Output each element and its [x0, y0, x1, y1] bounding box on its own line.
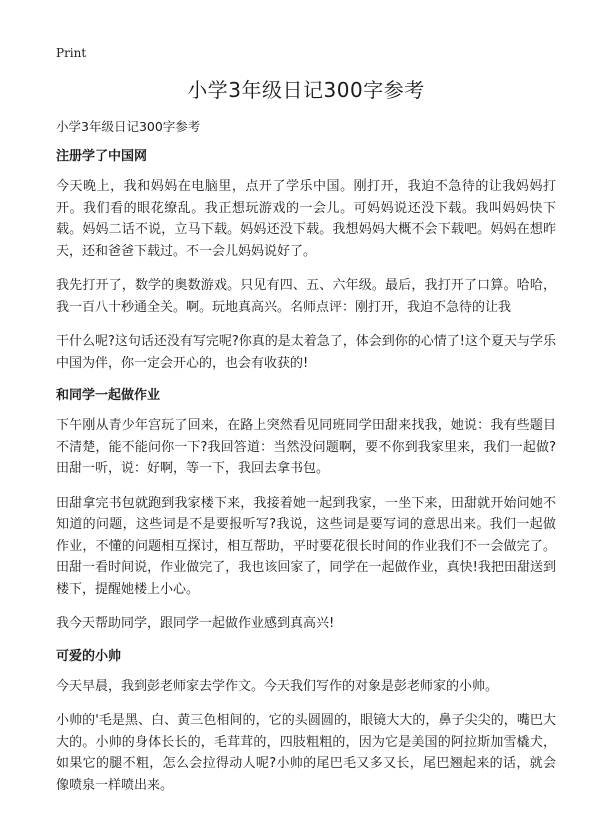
section-heading: 和同学一起做作业: [56, 388, 161, 403]
document-subtitle: 小学3年级日记300字参考: [56, 119, 201, 134]
paragraph: 今天晚上，我和妈妈在电脑里，点开了学乐中国。刚打开，我迫不急待的让我妈妈打开。我们看的眼花缭乱。我正想玩游戏的一会儿。可妈妈说还没下载。我叫妈妈快下载。妈妈二话不说，立马下载。妈妈还没下载。我想妈妈大概不会下载吧。妈妈在想昨天，还和爸爸下载过。不一会儿妈妈说好了。: [56, 179, 556, 259]
page-title: 小学3年级日记300字参考: [187, 78, 425, 102]
section-heading: 注册学了中国网: [56, 149, 148, 164]
document-body: [56, 76, 556, 809]
paragraph: 我先打开了，数学的奥数游戏。只见有四、五、六年级。最后，我打开了口算。哈哈，我一百八十秒通全关。啊。玩地真高兴。名师点评：刚打开，我迫不急待的让我: [56, 278, 556, 315]
section-register: [56, 148, 556, 374]
paragraph: 小帅的'毛是黑、白、黄三色相间的，它的头圆圆的，眼镜大大的，鼻子尖尖的，嘴巴大大的。小帅的身体长长的，毛茸茸的，四肢粗粗的，因为它是美国的阿拉斯加雪橇犬，如果它的腿不粗，怎么会拉得动人呢?小帅的尾巴毛又多又长，尾巴翘起来的话，就会像喷泉一样喷出来。: [56, 713, 556, 793]
section-heading: 可爱的小帅: [56, 648, 122, 664]
paragraph: 我今天帮助同学，跟同学一起做作业感到真高兴!: [56, 616, 335, 631]
paragraph: 今天早晨，我到彭老师家去学作文。今天我们写作的对象是彭老师家的小帅。: [56, 678, 499, 694]
paragraph: 下午刚从青少年宫玩了回来，在路上突然看见同班同学田甜来找我，她说：我有些题目不清楚，能不能问你一下?我回答道：当然没问题啊，要不你到我家里来，我们一起做?田甜一听，说：好啊，等一下，我回去拿书包。: [56, 418, 556, 476]
section-homework: [56, 387, 556, 635]
print-link[interactable]: Print: [56, 46, 87, 60]
paragraph: 田甜拿完书包就跑到我家楼下来，我接着她一起到我家，一坐下来，田甜就开始问她不知道的问题，这些词是不是要报听写?我说，这些词是要写词的意思出来。我们一起做作业，不懂的问题相互探讨，相互帮助，平时要花很长时间的作业我们不一会做完了。田甜一看时间说，作业做完了，我也该回家了，同学在一起做作业，真快!我把田甜送到楼下，提醒她楼上小心。: [56, 495, 556, 597]
paragraph: 干什么呢?这句话还没有写完呢?你真的是太着急了，体会到你的心情了!这个夏天与学乐中国为伴，你一定会开心的，也会有收获的!: [56, 334, 557, 371]
section-dog: [56, 648, 556, 797]
